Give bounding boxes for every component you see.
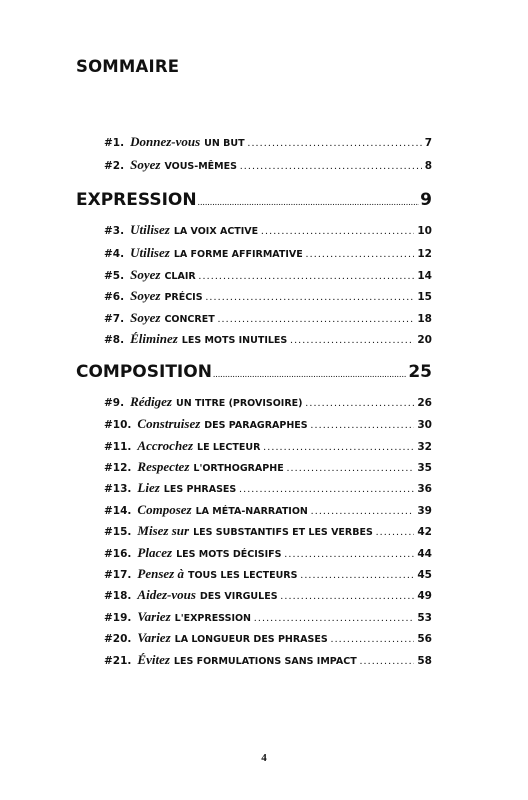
entry-verb: Placez — [137, 545, 173, 560]
entry-label: CONCRET — [164, 314, 215, 325]
entry-page-number: 56 — [417, 633, 432, 645]
entry-verb: Éliminez — [130, 331, 178, 346]
entry-number: #7. — [104, 313, 125, 325]
dot-leader — [300, 570, 414, 581]
entry-verb: Utilisez — [130, 245, 170, 260]
dot-leader — [360, 656, 415, 667]
dot-leader — [240, 161, 422, 172]
entry-label: LA MÉTA-NARRATION — [195, 506, 308, 517]
entry-verb: Respectez — [137, 459, 190, 474]
entry-number: #2. — [104, 160, 125, 172]
dot-leader — [199, 271, 415, 282]
entry-label: UN TITRE (PROVISOIRE) — [175, 398, 303, 409]
entry-label: LA VOIX ACTIVE — [173, 226, 259, 237]
entry-number: #16. — [104, 548, 132, 560]
dot-leader — [239, 484, 414, 495]
dot-leader — [285, 549, 415, 560]
entry-page-number: 58 — [417, 655, 432, 667]
entry-verb: Soyez — [130, 157, 161, 172]
entry-page-number: 20 — [417, 334, 432, 346]
toc-entry[interactable] — [104, 630, 432, 648]
entry-number: #9. — [104, 397, 125, 409]
entry-verb: Rédigez — [130, 394, 172, 409]
entry-number: #1. — [104, 137, 125, 149]
entry-number: #19. — [104, 612, 132, 624]
entry-number: #3. — [104, 225, 125, 237]
entry-label: VOUS-MÊMES — [164, 161, 237, 172]
dot-leader — [311, 420, 415, 431]
entry-verb: Composez — [137, 502, 192, 517]
entry-number: #11. — [104, 441, 132, 453]
entry-page-number: 32 — [417, 441, 432, 453]
entry-number: #21. — [104, 655, 132, 667]
entry-page-number: 53 — [417, 612, 432, 624]
entry-number: #15. — [104, 526, 132, 538]
entry-verb: Soyez — [130, 310, 161, 325]
entry-label: DES VIRGULES — [199, 591, 278, 602]
entry-page-number: 14 — [417, 270, 432, 282]
entry-verb: Pensez à — [137, 566, 184, 581]
toc-entry[interactable] — [104, 609, 432, 627]
entry-verb: Accrochez — [137, 438, 194, 453]
dot-leader — [254, 613, 414, 624]
page-title: SOMMAIRE — [76, 57, 180, 76]
entry-number: #4. — [104, 248, 125, 260]
dot-leader — [306, 398, 415, 409]
toc-entry[interactable] — [104, 310, 432, 328]
section-title: COMPOSITION — [76, 362, 212, 382]
dot-leader — [281, 591, 415, 602]
dot-leader — [331, 634, 415, 645]
entry-page-number: 35 — [417, 462, 432, 474]
entry-label: DES PARAGRAPHES — [204, 420, 308, 431]
entry-number: #10. — [104, 419, 132, 431]
toc-entry[interactable] — [104, 502, 432, 520]
entry-label: LES PHRASES — [163, 484, 237, 495]
entry-label: TOUS LES LECTEURS — [188, 570, 298, 581]
entry-label: LA LONGUEUR DES PHRASES — [174, 634, 328, 645]
entry-number: #17. — [104, 569, 132, 581]
entry-label: LES SUBSTANTIFS ET LES VERBES — [193, 527, 373, 538]
entry-label: LA FORME AFFIRMATIVE — [173, 249, 303, 260]
entry-verb: Variez — [137, 630, 171, 645]
entry-page-number: 7 — [424, 137, 432, 149]
entry-verb: Liez — [137, 480, 160, 495]
entry-label: LE LECTEUR — [197, 442, 261, 453]
toc-entry[interactable] — [104, 566, 432, 584]
page-folio: 4 — [261, 752, 267, 764]
entry-page-number: 12 — [417, 248, 432, 260]
entry-page-number: 36 — [417, 483, 432, 495]
toc-entry[interactable] — [104, 267, 432, 285]
entry-page-number: 45 — [417, 569, 432, 581]
entry-number: #12. — [104, 462, 132, 474]
entry-number: #14. — [104, 505, 132, 517]
entry-number: #6. — [104, 291, 125, 303]
toc-entry[interactable] — [104, 288, 432, 306]
entry-number: #5. — [104, 270, 125, 282]
entry-verb: Aidez-vous — [137, 587, 196, 602]
toc-entry[interactable] — [104, 587, 432, 605]
toc-entry[interactable] — [104, 394, 432, 412]
section-page-number: 9 — [420, 190, 432, 210]
entry-label: LES MOTS INUTILES — [181, 335, 288, 346]
entry-verb: Donnez-vous — [130, 134, 201, 149]
toc-entry[interactable] — [104, 652, 432, 670]
entry-number: #18. — [104, 590, 132, 602]
dot-leader — [213, 369, 407, 379]
dot-leader — [261, 226, 414, 237]
dot-leader — [287, 463, 415, 474]
entry-number: #8. — [104, 334, 125, 346]
entry-label: L'EXPRESSION — [174, 613, 252, 624]
entry-label: LES FORMULATIONS SANS IMPACT — [173, 656, 357, 667]
entry-page-number: 10 — [417, 225, 432, 237]
entry-number: #20. — [104, 633, 132, 645]
dot-leader — [263, 442, 414, 453]
entry-label: L'ORTHOGRAPHE — [193, 463, 284, 474]
entry-page-number: 8 — [424, 160, 432, 172]
section-page-number: 25 — [408, 362, 432, 382]
dot-leader — [290, 335, 414, 346]
toc-entry[interactable] — [104, 545, 432, 563]
entry-page-number: 26 — [417, 397, 432, 409]
toc-entry[interactable] — [104, 134, 432, 152]
entry-number: #13. — [104, 483, 132, 495]
toc-entry[interactable] — [104, 480, 432, 498]
entry-verb: Soyez — [130, 267, 161, 282]
toc-entry[interactable] — [104, 157, 432, 175]
entry-verb: Soyez — [130, 288, 161, 303]
dot-leader — [206, 292, 415, 303]
entry-verb: Construisez — [137, 416, 201, 431]
dot-leader — [248, 138, 422, 149]
entry-page-number: 39 — [417, 505, 432, 517]
toc-entry[interactable] — [104, 416, 432, 434]
toc-entry[interactable] — [104, 523, 432, 541]
entry-verb: Utilisez — [130, 222, 170, 237]
dot-leader — [218, 314, 415, 325]
entry-verb: Misez sur — [137, 523, 190, 538]
section-heading-composition[interactable] — [76, 362, 432, 388]
entry-label: PRÉCIS — [164, 292, 203, 303]
toc-entry[interactable] — [104, 459, 432, 477]
entry-page-number: 49 — [417, 590, 432, 602]
entry-page-number: 15 — [417, 291, 432, 303]
entry-page-number: 30 — [417, 419, 432, 431]
dot-leader — [376, 527, 415, 538]
toc-entry[interactable] — [104, 438, 432, 456]
entry-label: LES MOTS DÉCISIFS — [176, 549, 282, 560]
dot-leader — [198, 197, 420, 207]
entry-page-number: 18 — [417, 313, 432, 325]
entry-label: UN BUT — [204, 138, 245, 149]
entry-page-number: 42 — [417, 526, 432, 538]
dot-leader — [306, 249, 415, 260]
dot-leader — [311, 506, 415, 517]
entry-label: CLAIR — [164, 271, 196, 282]
toc-entry[interactable] — [104, 331, 432, 349]
toc-entry[interactable] — [104, 245, 432, 263]
entry-page-number: 44 — [417, 548, 432, 560]
section-heading-expression[interactable] — [76, 190, 432, 216]
entry-verb: Variez — [137, 609, 171, 624]
toc-entry[interactable] — [104, 222, 432, 240]
section-title: EXPRESSION — [76, 190, 197, 210]
entry-verb: Évitez — [137, 652, 170, 667]
